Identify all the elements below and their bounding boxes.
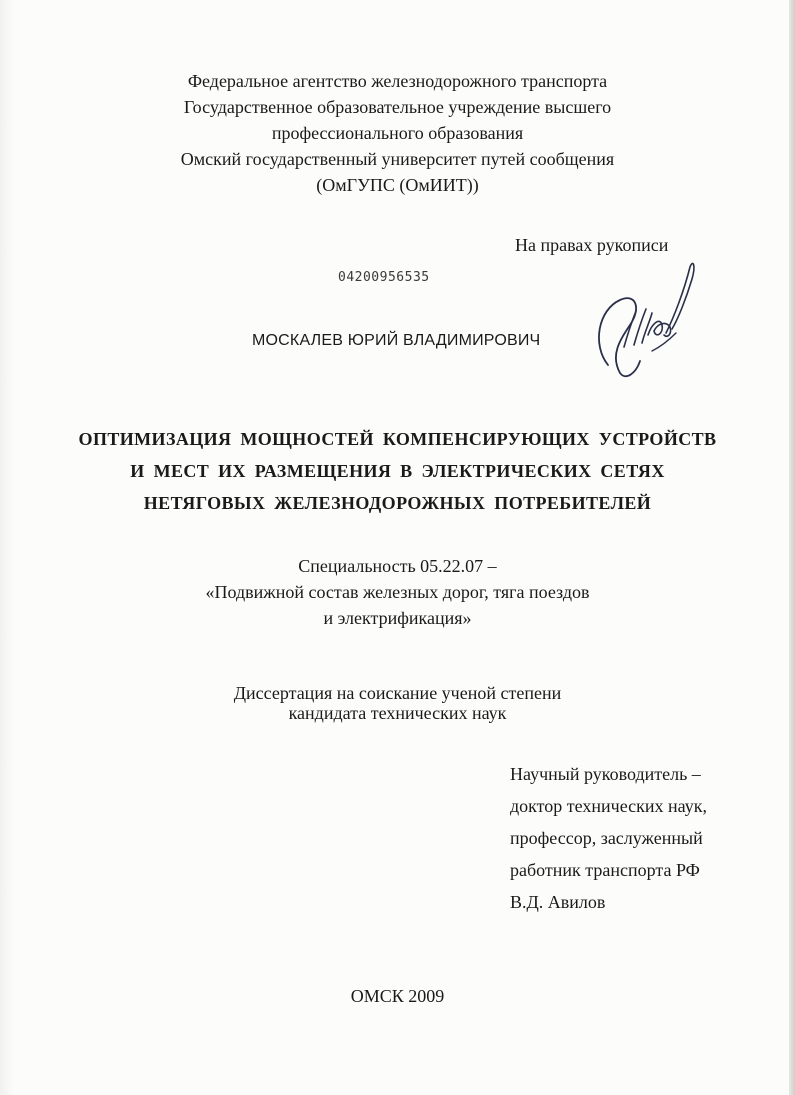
specialty-block — [0, 553, 795, 631]
specialty-line: и электрификация» — [323, 608, 472, 628]
supervisor-block — [510, 758, 707, 918]
supervisor-line: работник транспорта РФ — [510, 860, 700, 880]
supervisor-line: Научный руководитель – — [510, 764, 701, 784]
degree-line: кандидата технических наук — [288, 703, 507, 723]
header-line: профессионального образования — [271, 123, 524, 143]
handwritten-signature-icon — [590, 255, 700, 385]
title-line: И МЕСТ ИХ РАЗМЕЩЕНИЯ В ЭЛЕКТРИЧЕСКИХ СЕТЯХ — [130, 461, 665, 481]
author-name: МОСКАЛЕВ ЮРИЙ ВЛАДИМИРОВИЧ — [252, 332, 541, 349]
supervisor-line: профессор, заслуженный — [510, 828, 703, 848]
dissertation-title — [0, 423, 795, 519]
manuscript-note: На правах рукописи — [515, 235, 669, 255]
city-year: ОМСК 2009 — [350, 986, 445, 1006]
specialty-line: Специальность 05.22.07 – — [298, 556, 497, 576]
supervisor-name: В.Д. Авилов — [510, 892, 606, 912]
institution-header — [0, 68, 795, 198]
degree-statement — [0, 683, 795, 723]
header-line: (ОмГУПС (ОмИИТ)) — [316, 175, 479, 195]
supervisor-line: доктор технических наук, — [510, 796, 707, 816]
title-line: ОПТИМИЗАЦИЯ МОЩНОСТЕЙ КОМПЕНСИРУЮЩИХ УСТРОЙСТВ — [78, 429, 717, 449]
specialty-line: «Подвижной состав железных дорог, тяга поездов — [205, 582, 590, 602]
registration-number: 04200956535 — [338, 270, 430, 285]
header-line: Федеральное агентство железнодорожного транспорта — [187, 71, 608, 91]
header-line: Государственное образовательное учреждение высшего — [183, 97, 612, 117]
header-line: Омский государственный университет путей сообщения — [180, 149, 615, 169]
degree-line: Диссертация на соискание ученой степени — [233, 683, 562, 703]
title-line: НЕТЯГОВЫХ ЖЕЛЕЗНОДОРОЖНЫХ ПОТРЕБИТЕЛЕЙ — [143, 493, 652, 513]
